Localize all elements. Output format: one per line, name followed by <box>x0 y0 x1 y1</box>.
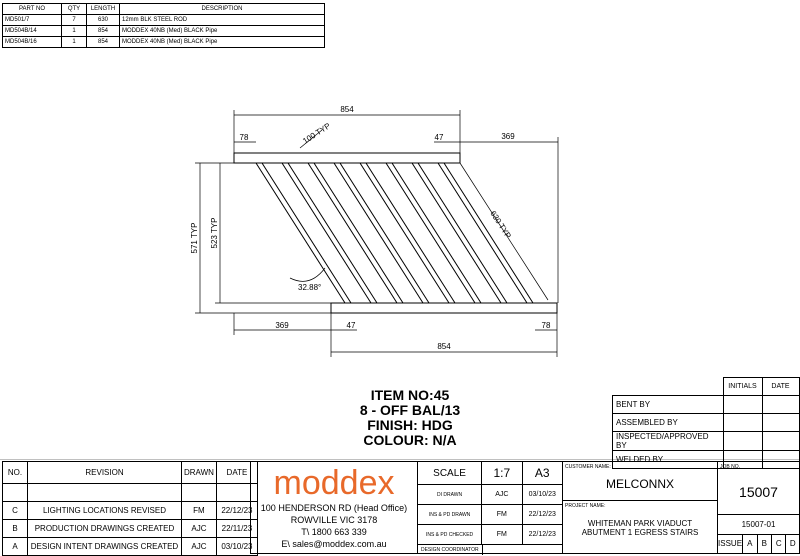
description-cell: MODDEX 40NB (Med) BLACK Pipe <box>120 37 325 48</box>
dim-523-typ: 523 TYP <box>210 217 219 249</box>
bent-by-label: BENT BY <box>613 396 724 414</box>
item-info <box>250 388 570 448</box>
bottom-rail <box>331 303 557 313</box>
dim-630-typ: 630 TYP <box>488 209 513 241</box>
ins-pd-drawn-label: INS & PD DRAWN <box>428 511 471 518</box>
ins-pd-checked-by: FM <box>481 525 521 544</box>
customer-name: MELCONNX <box>605 477 674 491</box>
signoff-table <box>612 377 800 469</box>
issue-c: C <box>771 535 785 553</box>
rev-date: 22/12/23 <box>216 502 257 520</box>
rev-col-no: NO. <box>3 462 28 484</box>
signoff-row <box>613 396 800 414</box>
balusters <box>256 163 533 303</box>
rev-desc: DESIGN INTENT DRAWINGS CREATED <box>28 538 182 556</box>
date-header: DATE <box>762 378 799 396</box>
company-block <box>250 461 418 554</box>
description-cell: 12mm BLK STEEL ROD <box>120 15 325 26</box>
signoff-row <box>613 414 800 432</box>
customer-label: CUSTOMER NAME: <box>565 464 611 470</box>
job-number: 15007 <box>739 484 778 500</box>
ins-pd-drawn-by: FM <box>481 505 521 524</box>
company-address-2: ROWVILLE VIC 3178 <box>290 515 378 525</box>
assembled-by-label: ASSEMBLED BY <box>613 414 724 432</box>
table-row <box>3 538 258 556</box>
parts-col-description: DESCRIPTION <box>120 4 325 15</box>
initials-header: INITIALS <box>723 378 762 396</box>
scale-value: 1:7 <box>481 462 521 484</box>
customer-block <box>562 461 718 554</box>
issue-d: D <box>785 535 799 553</box>
dim-top-369: 369 <box>501 132 515 141</box>
item-number: ITEM NO:45 <box>370 387 450 403</box>
job-label: JOB NO. <box>720 464 741 470</box>
welded-by-label: WELDED BY <box>613 451 724 469</box>
company-phone: T\ 1800 663 339 <box>301 527 367 537</box>
dim-571-typ: 571 TYP <box>190 222 199 254</box>
company-address-1: 100 HENDERSON RD (Head Office) <box>260 503 408 513</box>
inspected-by-label: INSPECTED/APPROVED BY <box>613 432 724 451</box>
rev-no: B <box>3 520 28 538</box>
table-row <box>3 520 258 538</box>
length-cell: 854 <box>87 37 120 48</box>
drawing-number: 15007-01 <box>718 515 799 535</box>
parts-col-qty: QTY <box>62 4 87 15</box>
length-cell: 854 <box>87 26 120 37</box>
issue-b: B <box>757 535 771 553</box>
description-cell: MODDEX 40NB (Med) BLACK Pipe <box>120 26 325 37</box>
ins-pd-checked-date: 22/12/23 <box>522 525 562 544</box>
table-row <box>3 502 258 520</box>
rev-no: C <box>3 502 28 520</box>
dim-bottom-854: 854 <box>437 342 451 351</box>
length-cell: 630 <box>87 15 120 26</box>
qty-cell: 1 <box>62 26 87 37</box>
ins-pd-drawn-date: 22/12/23 <box>522 505 562 524</box>
scale-label: SCALE <box>433 467 466 479</box>
dim-100-typ: 100 TYP <box>301 121 333 146</box>
rev-drawn: FM <box>182 502 217 520</box>
rev-no: A <box>3 538 28 556</box>
rev-drawn: AJC <box>182 520 217 538</box>
company-email: E\ sales@moddex.com.au <box>281 539 387 549</box>
rev-desc: LIGHTING LOCATIONS REVISED <box>28 502 182 520</box>
item-finish: FINISH: HDG <box>367 417 453 433</box>
job-block <box>717 461 800 554</box>
rev-date: 22/11/23 <box>216 520 257 538</box>
rev-date: 03/10/23 <box>216 538 257 556</box>
dim-top-47: 47 <box>434 133 444 142</box>
di-drawn-date: 03/10/23 <box>522 485 562 504</box>
part-no-cell: MD504B/16 <box>3 37 62 48</box>
project-name-2: ABUTMENT 1 EGRESS STAIRS <box>581 528 699 537</box>
qty-cell: 7 <box>62 15 87 26</box>
project-label: PROJECT NAME: <box>565 503 606 509</box>
top-rail <box>234 153 460 163</box>
rev-col-revision: REVISION <box>28 462 182 484</box>
angle-label: 32.88° <box>298 283 322 292</box>
rev-drawn: AJC <box>182 538 217 556</box>
dim-bottom-369: 369 <box>275 321 289 330</box>
qty-cell: 1 <box>62 37 87 48</box>
rev-desc: PRODUCTION DRAWINGS CREATED <box>28 520 182 538</box>
issue-a: A <box>742 535 756 553</box>
part-no-cell: MD504B/14 <box>3 26 62 37</box>
design-coordinator-label: DESIGN COORDINATOR <box>420 547 479 553</box>
dim-top-78: 78 <box>239 133 249 142</box>
dim-bottom-78: 78 <box>541 321 551 330</box>
scale-block <box>417 461 563 554</box>
ins-pd-checked-label: INS & PD CHECKED <box>425 531 474 538</box>
dim-bottom-47: 47 <box>346 321 356 330</box>
company-logo: moddex <box>273 464 395 502</box>
rev-col-date: DATE <box>216 462 257 484</box>
sheet-size: A3 <box>522 462 562 484</box>
di-drawn-by: AJC <box>481 485 521 504</box>
rev-col-drawn: DRAWN <box>182 462 217 484</box>
parts-col-part-no: PART NO <box>3 4 62 15</box>
signoff-row <box>613 432 800 451</box>
issue-label: ISSUE <box>718 539 743 548</box>
parts-col-length: LENGTH <box>87 4 120 15</box>
item-quantity: 8 - OFF BAL/13 <box>359 402 461 418</box>
part-no-cell: MD501/7 <box>3 15 62 26</box>
dim-top-854: 854 <box>340 105 354 114</box>
revision-table <box>2 461 258 556</box>
di-drawn-label: DI DRAWN <box>437 491 463 498</box>
project-name-1: WHITEMAN PARK VIADUCT <box>587 519 693 528</box>
item-colour: COLOUR: N/A <box>363 432 457 448</box>
